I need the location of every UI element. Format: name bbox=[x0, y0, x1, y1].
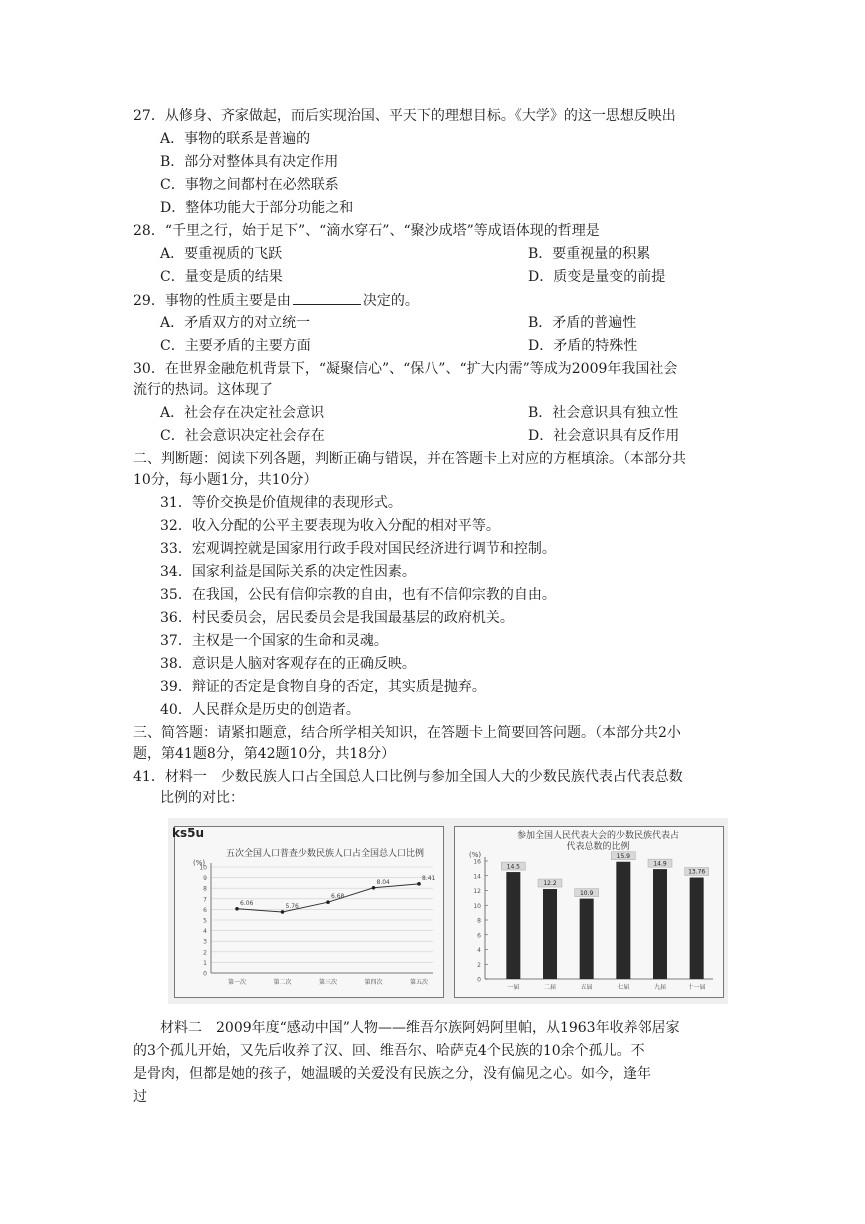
bar bbox=[506, 872, 520, 979]
judgement-item-36: 36．村民委员会，居民委员会是我国最基层的政府机关。 bbox=[160, 610, 514, 626]
bar-chart-y-tick: 0 bbox=[477, 976, 481, 984]
question-41-line2: 比例的对比： bbox=[160, 790, 244, 806]
line-chart-x-tick: 第二次 bbox=[273, 979, 292, 986]
line-chart-y-tick: 3 bbox=[203, 938, 207, 946]
bar-chart-y-tick: 16 bbox=[473, 858, 481, 866]
bar-chart-y-tick: 12 bbox=[473, 888, 481, 895]
judgement-item-32: 32．收入分配的公平主要表现为收入分配的相对平等。 bbox=[160, 518, 500, 534]
question-28-option-d: D．质变是量变的前提 bbox=[528, 269, 666, 285]
question-30-option-c: C．社会意识决定社会存在 bbox=[160, 428, 325, 444]
question-27-option-a: A．事物的联系是普遍的 bbox=[160, 131, 311, 147]
question-29-option-d: D．矛盾的特殊性 bbox=[528, 338, 638, 354]
question-30-stem-line2: 流行的热词。这体现了 bbox=[133, 382, 273, 398]
line-chart-point bbox=[281, 910, 285, 914]
bar-data-label: 13.76 bbox=[688, 868, 706, 876]
bar bbox=[690, 878, 704, 979]
judgement-item-33: 33．宏观调控就是国家用行政手段对国民经济进行调节和控制。 bbox=[160, 541, 556, 557]
bar-x-tick: 十一届 bbox=[687, 984, 706, 991]
line-chart-point bbox=[372, 886, 376, 890]
line-chart-data-label: 8.04 bbox=[376, 878, 390, 886]
question-27-option-d: D．整体功能大于部分功能之和 bbox=[160, 200, 354, 216]
question-27-stem: 27．从修身、齐家做起，而后实现治国、平天下的理想目标。《大学》的这一思想反映出 bbox=[133, 108, 676, 124]
material2-line2: 的3个孤儿开始，又先后收养了汉、回、维吾尔、哈萨克4个民族的10余个孤儿。不 bbox=[133, 1043, 645, 1059]
judgement-item-34: 34．国家利益是国际关系的决定性因素。 bbox=[160, 564, 416, 580]
question-30-option-a: A．社会存在决定社会意识 bbox=[160, 405, 325, 421]
bar bbox=[616, 862, 630, 979]
bar-x-tick: 五届 bbox=[580, 984, 593, 991]
bar-chart-y-unit: (%) bbox=[469, 851, 482, 859]
question-28-option-c: C．量变是质的结果 bbox=[160, 269, 283, 285]
bar-chart-y-tick: 8 bbox=[477, 917, 481, 925]
line-chart-x-tick: 第五次 bbox=[409, 979, 429, 986]
material-figure bbox=[168, 818, 728, 1004]
line-chart-y-tick: 1 bbox=[203, 959, 207, 967]
line-chart-x-tick: 第一次 bbox=[227, 979, 247, 986]
line-chart-x-tick: 第三次 bbox=[318, 979, 338, 986]
bar-data-label: 12.2 bbox=[543, 880, 557, 888]
bar-data-label: 10.9 bbox=[579, 889, 594, 897]
bar-chart-y-tick: 2 bbox=[477, 961, 481, 969]
line-chart-y-tick: 8 bbox=[203, 885, 207, 893]
section3-heading-line2: 题，第41题8分，第42题10分，共18分） bbox=[133, 746, 396, 762]
line-chart-data-label: 5.76 bbox=[285, 902, 299, 910]
section3-heading-line1: 三、简答题：请紧扣题意，结合所学相关知识，在答题卡上简要回答问题。（本部分共2小 bbox=[133, 725, 681, 741]
line-chart-y-tick: 6 bbox=[203, 906, 207, 914]
judgement-item-38: 38．意识是人脑对客观存在的正确反映。 bbox=[160, 656, 416, 672]
line-chart-y-tick: 5 bbox=[203, 917, 207, 925]
question-30-stem-line1: 30．在世界金融危机背景下，“凝聚信心”、“保八”、“扩大内需”等成为2009年我国社会 bbox=[133, 361, 678, 377]
question-29-option-b: B．矛盾的普遍性 bbox=[528, 315, 637, 331]
question-29-option-a: A．矛盾双方的对立统一 bbox=[160, 315, 311, 331]
question-30-option-d: D．社会意识具有反作用 bbox=[528, 428, 680, 444]
line-chart-data-label: 8.41 bbox=[422, 874, 436, 882]
line-chart-y-tick: 7 bbox=[203, 896, 207, 904]
material2-line4: 过 bbox=[133, 1089, 147, 1105]
line-chart-point bbox=[417, 882, 421, 886]
bar-data-label: 14.9 bbox=[653, 860, 667, 868]
material2-line1: 材料二 2009年度“感动中国”人物——维吾尔族阿妈阿里帕，从1963年收养邻居家 bbox=[160, 1020, 680, 1036]
judgement-item-40: 40．人民群众是历史的创造者。 bbox=[160, 702, 360, 718]
line-chart-data-label: 6.06 bbox=[240, 899, 254, 907]
answer-blank bbox=[293, 290, 361, 305]
bar-chart-panel bbox=[454, 826, 724, 998]
question-27-option-c: C．事物之间都村在必然联系 bbox=[160, 177, 339, 193]
question-29-stem bbox=[133, 290, 419, 311]
question-28-stem: 28．“千里之行，始于足下”、“滴水穿石”、“聚沙成塔”等成语体现的哲理是 bbox=[133, 223, 600, 239]
line-chart-title: 五次全国人口普查少数民族人口占全国总人口比例 bbox=[225, 849, 424, 859]
line-chart-data-label: 6.68 bbox=[331, 893, 345, 901]
line-chart-x-tick: 第四次 bbox=[364, 979, 383, 986]
bar-x-tick: 一届 bbox=[507, 984, 520, 991]
bar-chart-y-tick: 14 bbox=[473, 873, 481, 881]
question-27-option-b: B．部分对整体具有决定作用 bbox=[160, 154, 339, 170]
line-chart-y-tick: 0 bbox=[203, 970, 207, 978]
bar bbox=[653, 869, 667, 979]
line-chart-y-tick: 2 bbox=[203, 949, 207, 957]
bar-chart bbox=[455, 827, 723, 997]
line-chart-panel bbox=[174, 826, 444, 998]
line-chart-y-unit: (%) bbox=[193, 859, 206, 867]
line-chart bbox=[175, 827, 443, 997]
line-chart-y-tick: 4 bbox=[203, 928, 207, 936]
section2-heading-line2: 10分，每小题1分，共10分） bbox=[133, 472, 318, 488]
question-30-option-b: B．社会意识具有独立性 bbox=[528, 405, 679, 421]
bar-data-label: 15.9 bbox=[616, 852, 631, 860]
question-29-stem-before: 29．事物的性质主要是由 bbox=[133, 293, 291, 309]
bar-x-tick: 九届 bbox=[653, 984, 667, 991]
judgement-item-37: 37．主权是一个国家的生命和灵魂。 bbox=[160, 633, 388, 649]
judgement-item-35: 35．在我国，公民有信仰宗教的自由，也有不信仰宗教的自由。 bbox=[160, 587, 556, 603]
line-chart-point bbox=[235, 907, 239, 911]
line-chart-point bbox=[326, 900, 330, 904]
bar bbox=[543, 889, 557, 979]
question-29-stem-after: 决定的。 bbox=[362, 293, 419, 309]
question-29-option-c: C．主要矛盾的主要方面 bbox=[160, 338, 311, 354]
line-chart-y-tick: 10 bbox=[199, 864, 207, 872]
judgement-item-39: 39．辩证的否定是食物自身的否定，其实质是抛弃。 bbox=[160, 679, 486, 695]
bar-data-label: 14.5 bbox=[506, 863, 521, 871]
question-28-option-b: B．要重视量的积累 bbox=[528, 246, 651, 262]
question-28-option-a: A．要重视质的飞跃 bbox=[160, 246, 283, 262]
material2-line3: 是骨肉，但都是她的孩子，她温暖的关爱没有民族之分，没有偏见之心。如今，逢年 bbox=[133, 1066, 651, 1082]
bar-chart-y-tick: 4 bbox=[477, 947, 481, 954]
bar-x-tick: 七届 bbox=[617, 984, 630, 991]
bar-chart-y-tick: 10 bbox=[473, 902, 481, 910]
bar-chart-y-tick: 6 bbox=[477, 932, 481, 940]
section2-heading-line1: 二、判断题：阅读下列各题，判断正确与错误，并在答题卡上对应的方框填涂。（本部分共 bbox=[133, 451, 686, 467]
line-chart-y-tick: 9 bbox=[203, 875, 207, 883]
watermark: ks5u bbox=[172, 826, 205, 840]
question-41-line1: 41．材料一 少数民族人口占全国总人口比例与参加全国人大的少数民族代表占代表总数 bbox=[133, 769, 683, 785]
bar-x-tick: 二届 bbox=[543, 984, 557, 991]
judgement-item-31: 31．等价交换是价值规律的表现形式。 bbox=[160, 495, 402, 511]
bar-chart-title: 参加全国人民代表大会的少数民族代表占代表总数的比例 bbox=[516, 831, 679, 852]
bar bbox=[580, 899, 594, 979]
